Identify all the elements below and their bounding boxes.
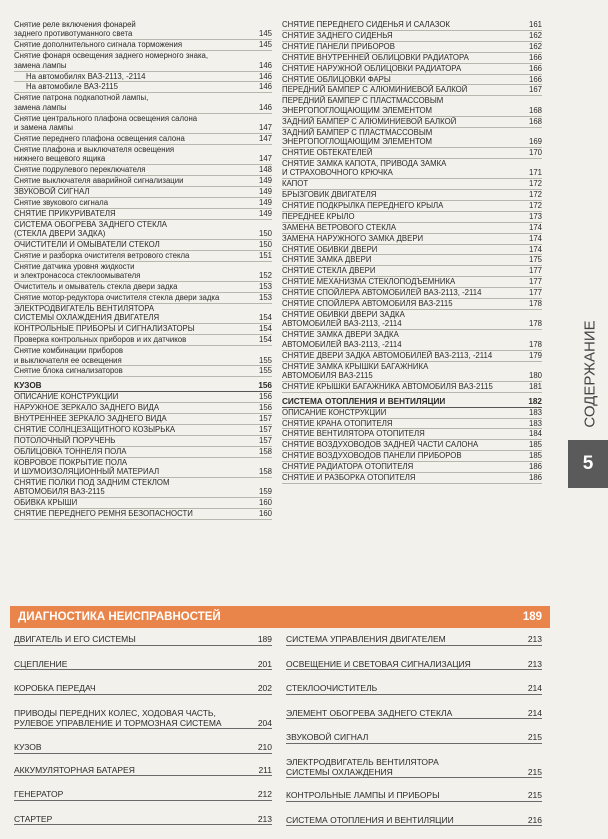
toc-entry-page: 167	[528, 85, 542, 95]
toc-entry-page: 215	[527, 790, 542, 800]
toc-entry-title: БРЫЗГОВИК ДВИГАТЕЛЯ	[282, 190, 377, 199]
toc-entry-page: 177	[528, 288, 542, 298]
toc-entry-page: 172	[528, 200, 542, 210]
toc-entry-title: СНЯТИЕ ВОЗДУХОВОДОВ ЗАДНЕЙ ЧАСТИ САЛОНА	[282, 440, 479, 450]
toc-entry	[282, 310, 542, 330]
toc-entry-title: Снятие плафона и выключателя освещения нижнего вещевого ящика	[14, 144, 175, 164]
toc-entry-page: 182	[528, 396, 542, 406]
toc-entry	[14, 498, 272, 509]
toc-entry-page: 214	[527, 707, 542, 718]
toc-entry-title: КОВРОВОЕ ПОКРЫТИЕ ПОЛА И ШУМОИЗОЛЯЦИОННЫЙ МАТЕРИАЛ	[14, 457, 160, 477]
toc-entry-page: 150	[258, 240, 272, 250]
toc-entry	[14, 240, 272, 251]
toc-entry-title: ОПИСАНИЕ КОНСТРУКЦИИ	[282, 407, 387, 417]
toc-entry	[14, 82, 272, 93]
toc-entry-title: КУЗОВ	[14, 381, 42, 391]
toc-entry	[282, 277, 542, 288]
toc-entry	[14, 425, 272, 436]
toc-entry-title: СНЯТИЕ ОБИВКИ ДВЕРИ	[282, 244, 378, 254]
toc-entry	[14, 134, 272, 145]
toc-entry-title: Снятие реле включения фонарей заднего противотуманного света	[14, 20, 136, 39]
toc-entry-page: 160	[258, 498, 272, 508]
toc-entry-title: СНЯТИЕ ПЕРЕДНЕГО СИДЕНЬЯ И САЛАЗОК	[282, 20, 450, 29]
toc-entry	[282, 159, 542, 179]
toc-entry-page: 211	[258, 764, 272, 775]
toc-entry-title: ЗАДНИЙ БАМПЕР С АЛЮМИНИЕВОЙ БАЛКОЙ	[282, 116, 457, 126]
toc-entry-page: 166	[528, 52, 542, 62]
toc-entry-page: 213	[527, 634, 542, 644]
toc-entry-page: 146	[258, 71, 272, 81]
toc-entry	[14, 789, 272, 801]
toc-entry	[282, 330, 542, 350]
toc-entry-page: 166	[528, 74, 542, 84]
toc-entry-page: 175	[528, 255, 542, 265]
toc-entry-title: Снятие подрулевого переключателя	[14, 165, 146, 175]
toc-entry-page: 149	[258, 187, 272, 196]
toc-entry-page: 153	[258, 293, 272, 303]
toc-entry-page: 174	[528, 233, 542, 243]
toc-entry-page: 161	[528, 20, 542, 29]
toc-entry	[282, 42, 542, 53]
toc-entry	[282, 255, 542, 266]
toc-entry	[282, 223, 542, 234]
toc-entry-title: ЭЛЕМЕНТ ОБОГРЕВА ЗАДНЕГО СТЕКЛА	[286, 707, 453, 718]
toc-entry-page: 202	[257, 683, 272, 693]
toc-entry-title: Снятие и разборка очистителя ветрового стекла	[14, 250, 190, 260]
toc-entry-title: Снятие звукового сигнала	[14, 197, 109, 207]
toc-entry	[14, 478, 272, 498]
toc-entry-page: 204	[257, 717, 272, 728]
toc-entry	[282, 288, 542, 299]
toc-entry	[14, 708, 272, 730]
toc-entry-title: ЗВУКОВОЙ СИГНАЛ	[14, 187, 90, 196]
toc-entry-page: 166	[528, 63, 542, 73]
toc-entry-title: СНЯТИЕ ЗАМКА ДВЕРИ ЗАДКА АВТОМОБИЛЕЙ ВАЗ-2113, -2114	[282, 330, 402, 349]
toc-entry-title: Очиститель и омыватель стекла двери задка	[14, 282, 178, 292]
toc-entry-title: СИСТЕМА ОТОПЛЕНИЯ И ВЕНТИЛЯЦИИ	[282, 396, 446, 406]
toc-entry-title: Снятие дополнительного сигнала торможения	[14, 40, 183, 50]
toc-entry-title: СИСТЕМА ОБОГРЕВА ЗАДНЕГО СТЕКЛА (СТЕКЛА ДВЕРИ ЗАДКА)	[14, 219, 168, 239]
toc-entry	[282, 408, 542, 419]
toc-entry-page: 201	[257, 658, 272, 669]
toc-entry	[14, 220, 272, 240]
toc-entry-page: 179	[528, 350, 542, 360]
toc-entry-title: Проверка контрольных приборов и их датчиков	[14, 335, 187, 345]
toc-entry	[14, 447, 272, 458]
diagnostics-title: ДИАГНОСТИКА НЕИСПРАВНОСТЕЙ	[18, 611, 221, 623]
toc-entry-title: КОРОБКА ПЕРЕДАЧ	[14, 683, 96, 693]
toc-entry-title: СНЯТИЕ ВЕНТИЛЯТОРА ОТОПИТЕЛЯ	[282, 429, 425, 439]
toc-entry-title: ОЧИСТИТЕЛИ И ОМЫВАТЕЛИ СТЕКОЛ	[14, 240, 160, 250]
toc-entry	[14, 304, 272, 324]
toc-entry	[282, 234, 542, 245]
toc-entry	[282, 351, 542, 362]
toc-entry-title: Снятие центрального плафона освещения салона и замена лампы	[14, 113, 198, 133]
toc-entry-page: 180	[528, 370, 542, 380]
toc-entry-page: 157	[258, 435, 272, 445]
toc-entry-title: ПЕРЕДНЕЕ КРЫЛО	[282, 211, 355, 221]
toc-entry-page: 146	[258, 60, 272, 70]
toc-entry	[282, 299, 542, 310]
toc-entry	[14, 293, 272, 304]
toc-entry-title: КОНТРОЛЬНЫЕ ПРИБОРЫ И СИГНАЛИЗАТОРЫ	[14, 324, 195, 334]
toc-entry-page: 181	[528, 381, 542, 391]
toc-entry-page: 146	[258, 82, 272, 92]
toc-entry-title: Снятие датчика уровня жидкости и электронасоса стеклоомывателя	[14, 261, 141, 281]
toc-entry	[14, 683, 272, 695]
toc-entry-title: СТЕКЛООЧИСТИТЕЛЬ	[286, 683, 378, 693]
toc-entry	[282, 190, 542, 201]
toc-entry-page: 150	[258, 229, 272, 239]
toc-left-column	[14, 20, 272, 520]
toc-entry-page: 159	[258, 487, 272, 497]
toc-entry	[14, 198, 272, 209]
toc-entry-title: ПРИВОДЫ ПЕРЕДНИХ КОЛЕС, ХОДОВАЯ ЧАСТЬ, РУЛЕВОЕ УПРАВЛЕНИЕ И ТОРМОЗНАЯ СИСТЕМА	[14, 707, 222, 728]
toc-entry-title: Снятие фонаря освещения заднего номерного знака, замена лампы	[14, 51, 209, 70]
toc-entry-title: ЗАМЕНА ВЕТРОВОГО СТЕКЛА	[282, 222, 397, 232]
toc-entry	[14, 51, 272, 71]
toc-entry	[282, 419, 542, 430]
toc-entry-title: ДВИГАТЕЛЬ И ЕГО СИСТЕМЫ	[14, 634, 136, 644]
toc-entry	[282, 53, 542, 64]
toc-entry	[286, 757, 542, 779]
toc-entry-page: 186	[528, 462, 542, 472]
toc-entry-title: ЭЛЕКТРОДВИГАТЕЛЬ ВЕНТИЛЯТОРА СИСТЕМЫ ОХЛАЖДЕНИЯ ДВИГАТЕЛЯ	[14, 303, 160, 323]
toc-entry-title: СНЯТИЕ ЗАДНЕГО СИДЕНЬЯ	[282, 30, 393, 40]
toc-entry	[14, 403, 272, 414]
toc-entry	[282, 212, 542, 223]
toc-entry	[14, 114, 272, 134]
toc-entry	[14, 392, 272, 403]
toc-entry-page: 154	[258, 324, 272, 334]
toc-entry-page: 149	[258, 197, 272, 207]
toc-entry	[282, 362, 542, 382]
toc-entry-title: СНЯТИЕ КРАНА ОТОПИТЕЛЯ	[282, 418, 393, 428]
toc-entry-title: СИСТЕМА УПРАВЛЕНИЯ ДВИГАТЕЛЕМ	[286, 634, 446, 644]
toc-entry-page: 157	[258, 414, 272, 424]
toc-entry-page: 154	[258, 335, 272, 345]
toc-entry	[286, 634, 542, 646]
diagnostics-left-column	[14, 634, 272, 838]
toc-entry	[14, 20, 272, 40]
toc-entry-title: СНЯТИЕ ПРИКУРИВАТЕЛЯ	[14, 208, 116, 218]
toc-entry-title: ПЕРЕДНИЙ БАМПЕР С ПЛАСТМАССОВЫМ ЭНЕРГОПОГЛОЩАЮЩИМ ЭЛЕМЕНТОМ	[282, 96, 444, 115]
toc-entry	[14, 377, 272, 392]
toc-entry	[282, 451, 542, 462]
toc-entry-page: 178	[528, 319, 542, 329]
toc-entry-page: 177	[528, 266, 542, 276]
toc-entry-page: 168	[528, 105, 542, 115]
toc-entry-title: АККУМУЛЯТОРНАЯ БАТАРЕЯ	[14, 764, 135, 775]
toc-entry	[282, 201, 542, 212]
toc-entry-page: 213	[257, 813, 272, 824]
toc-entry	[286, 790, 542, 802]
toc-entry-page: 145	[258, 40, 272, 50]
toc-entry-title: СНЯТИЕ ПАНЕЛИ ПРИБОРОВ	[282, 41, 395, 51]
toc-entry-page: 172	[528, 190, 542, 199]
toc-entry-title: На автомобилях ВАЗ-2113, -2114	[26, 71, 146, 81]
toc-entry-title: СНЯТИЕ ОБТЕКАТЕЛЕЙ	[282, 147, 373, 157]
toc-entry-title: СНЯТИЕ ЗАМКА КАПОТА, ПРИВОДА ЗАМКА И СТРАХОВОЧНОГО КРЮЧКА	[282, 158, 447, 178]
toc-entry-title: ЗВУКОВОЙ СИГНАЛ	[286, 732, 369, 742]
toc-entry	[14, 366, 272, 377]
sidebar-label: СОДЕРЖАНИЕ	[581, 320, 599, 428]
toc-entry	[14, 414, 272, 425]
sidebar	[556, 0, 608, 830]
toc-entry-page: 147	[258, 133, 272, 143]
toc-entry-title: КОНТРОЛЬНЫЕ ЛАМПЫ И ПРИБОРЫ	[286, 790, 440, 800]
toc-entry-title: ЗАДНИЙ БАМПЕР С ПЛАСТМАССОВЫМ ЭНЕРГОПОГЛОЩАЮЩИМ ЭЛЕМЕНТОМ	[282, 127, 433, 146]
toc-entry	[14, 634, 272, 646]
diagnostics-right-column	[286, 634, 542, 839]
toc-entry	[14, 324, 272, 335]
toc-entry-page: 152	[258, 271, 272, 281]
toc-entry-page: 149	[258, 176, 272, 186]
toc-entry-title: СНЯТИЕ ДВЕРИ ЗАДКА АВТОМОБИЛЕЙ ВАЗ-2113, -2114	[282, 350, 493, 360]
toc-entry-page: 185	[528, 440, 542, 450]
toc-entry	[14, 742, 272, 754]
toc-entry	[282, 96, 542, 116]
toc-entry-title: СНЯТИЕ КРЫШКИ БАГАЖНИКА АВТОМОБИЛЯ ВАЗ-2115	[282, 381, 493, 391]
toc-entry-title: СТАРТЕР	[14, 813, 53, 824]
toc-entry	[282, 266, 542, 277]
toc-entry-title: ОСВЕЩЕНИЕ И СВЕТОВАЯ СИГНАЛИЗАЦИЯ	[286, 658, 471, 669]
toc-entry	[282, 20, 542, 31]
toc-entry-page: 214	[527, 683, 542, 693]
page-number-tab: 5	[568, 440, 608, 488]
toc-entry-title: ПОТОЛОЧНЫЙ ПОРУЧЕНЬ	[14, 435, 116, 445]
toc-entry-title: СНЯТИЕ СТЕКЛА ДВЕРИ	[282, 266, 376, 276]
toc-entry-title: Снятие выключателя аварийной сигнализации	[14, 176, 184, 186]
toc-entry-page: 168	[528, 116, 542, 126]
toc-entry-title: СНЯТИЕ И РАЗБОРКА ОТОПИТЕЛЯ	[282, 473, 416, 483]
toc-entry-title: На автомобиле ВАЗ-2115	[26, 82, 118, 92]
toc-entry	[14, 814, 272, 826]
toc-entry	[282, 473, 542, 484]
toc-entry-title: КАПОТ	[282, 179, 309, 189]
toc-entry	[282, 117, 542, 128]
toc-entry-page: 149	[258, 208, 272, 218]
toc-entry-page: 213	[527, 658, 542, 669]
toc-right-column	[282, 20, 542, 484]
toc-entry-title: СНЯТИЕ СПОЙЛЕРА АВТОМОБИЛЕЙ ВАЗ-2113, -2114	[282, 288, 482, 298]
toc-entry	[14, 209, 272, 220]
toc-entry	[14, 93, 272, 113]
toc-entry-page: 148	[258, 165, 272, 175]
toc-entry-page: 215	[527, 766, 542, 777]
toc-entry	[286, 732, 542, 744]
toc-entry-page: 146	[258, 102, 272, 112]
toc-entry-title: Снятие патрона подкапотной лампы, замена лампы	[14, 93, 149, 112]
toc-entry-page: 155	[258, 355, 272, 365]
toc-entry-title: СЦЕПЛЕНИЕ	[14, 658, 68, 669]
toc-entry	[14, 436, 272, 447]
toc-entry	[14, 262, 272, 282]
toc-entry-title: СНЯТИЕ ЗАМКА КРЫШКИ БАГАЖНИКА АВТОМОБИЛЯ ВАЗ-2115	[282, 361, 429, 380]
toc-entry-page: 151	[258, 250, 272, 260]
toc-entry-title: Снятие блока сигнализаторов	[14, 366, 123, 376]
diagnostics-banner	[10, 606, 550, 628]
toc-entry-page: 174	[528, 222, 542, 232]
toc-entry-page: 147	[258, 154, 272, 164]
toc-entry	[282, 75, 542, 86]
toc-entry-page: 183	[528, 407, 542, 417]
toc-entry-page: 162	[528, 30, 542, 40]
toc-entry-title: СНЯТИЕ МЕХАНИЗМА СТЕКЛОПОДЪЕМНИКА	[282, 277, 456, 287]
toc-entry	[14, 346, 272, 366]
toc-entry-page: 147	[258, 123, 272, 133]
toc-entry	[282, 148, 542, 159]
toc-entry-page: 154	[258, 313, 272, 323]
toc-entry-title: НАРУЖНОЕ ЗЕРКАЛО ЗАДНЕГО ВИДА	[14, 403, 160, 413]
toc-entry-title: Снятие мотор-редуктора очистителя стекла двери задка	[14, 293, 220, 303]
toc-entry-page: 183	[528, 418, 542, 428]
toc-entry-title: Снятие переднего плафона освещения салона	[14, 133, 185, 143]
toc-entry-title: СНЯТИЕ СОЛНЦЕЗАЩИТНОГО КОЗЫРЬКА	[14, 424, 176, 434]
toc-entry	[14, 509, 272, 520]
toc-entry	[14, 765, 272, 777]
toc-entry-title: ВНУТРЕННЕЕ ЗЕРКАЛО ЗАДНЕГО ВИДА	[14, 414, 167, 424]
toc-entry-title: ГЕНЕРАТОР	[14, 789, 64, 799]
toc-entry-page: 189	[257, 634, 272, 644]
toc-entry	[14, 251, 272, 262]
toc-entry	[14, 40, 272, 51]
toc-entry-title: КУЗОВ	[14, 742, 42, 752]
diagnostics-page: 189	[522, 611, 542, 623]
toc-entry	[282, 64, 542, 75]
toc-entry-page: 158	[258, 467, 272, 477]
toc-entry	[286, 683, 542, 695]
toc-entry	[282, 382, 542, 393]
toc-entry-title: ОБЛИЦОВКА ТОННЕЛЯ ПОЛА	[14, 446, 127, 456]
toc-entry-page: 156	[258, 392, 272, 402]
toc-entry-page: 153	[258, 282, 272, 292]
toc-entry	[282, 462, 542, 473]
toc-entry-title: ЗАМЕНА НАРУЖНОГО ЗАМКА ДВЕРИ	[282, 233, 424, 243]
toc-entry-title: СНЯТИЕ ОБЛИЦОВКИ ФАРЫ	[282, 74, 391, 84]
toc-entry	[286, 815, 542, 827]
toc-entry-page: 178	[528, 299, 542, 309]
toc-entry	[282, 393, 542, 408]
toc-entry-page: 156	[258, 381, 272, 391]
toc-entry-page: 186	[528, 473, 542, 483]
toc-entry-page: 169	[528, 136, 542, 146]
toc-entry	[14, 187, 272, 198]
toc-entry-page: 210	[257, 742, 272, 752]
toc-entry-title: СНЯТИЕ РАДИАТОРА ОТОПИТЕЛЯ	[282, 462, 414, 472]
toc-entry-page: 155	[258, 366, 272, 376]
toc-entry-page: 172	[528, 179, 542, 189]
toc-entry-title: ЭЛЕКТРОДВИГАТЕЛЬ ВЕНТИЛЯТОРА СИСТЕМЫ ОХЛАЖДЕНИЯ	[286, 756, 439, 777]
toc-entry-title: СНЯТИЕ ВНУТРЕННЕЙ ОБЛИЦОВКИ РАДИАТОРА	[282, 52, 469, 62]
toc-entry-page: 160	[258, 509, 272, 519]
toc-entry-page: 162	[528, 41, 542, 51]
toc-entry-title: СНЯТИЕ ЗАМКА ДВЕРИ	[282, 255, 372, 265]
toc-entry-title: ОБИВКА КРЫШИ	[14, 498, 78, 508]
toc-entry-page: 212	[257, 789, 272, 799]
toc-entry-title: СНЯТИЕ ПОЛКИ ПОД ЗАДНИМ СТЕКЛОМ АВТОМОБИЛЯ ВАЗ-2115	[14, 477, 170, 497]
toc-entry-title: СНЯТИЕ ПЕРЕДНЕГО РЕМНЯ БЕЗОПАСНОСТИ	[14, 509, 193, 519]
toc-entry-title: СИСТЕМА ОТОПЛЕНИЯ И ВЕНТИЛЯЦИИ	[286, 814, 454, 825]
toc-entry-page: 171	[528, 168, 542, 178]
toc-entry	[282, 429, 542, 440]
toc-entry-title: СНЯТИЕ НАРУЖНОЙ ОБЛИЦОВКИ РАДИАТОРА	[282, 63, 462, 73]
toc-entry-page: 145	[258, 29, 272, 39]
toc-entry-page: 177	[528, 277, 542, 287]
toc-entry	[282, 85, 542, 96]
toc-entry	[14, 72, 272, 83]
toc-entry-title: ОПИСАНИЕ КОНСТРУКЦИИ	[14, 392, 119, 402]
toc-entry	[282, 245, 542, 256]
toc-entry	[282, 31, 542, 42]
toc-entry-title: СНЯТИЕ ВОЗДУХОВОДОВ ПАНЕЛИ ПРИБОРОВ	[282, 451, 462, 461]
toc-entry	[14, 659, 272, 671]
toc-entry-page: 156	[258, 403, 272, 413]
toc-entry-title: СНЯТИЕ ПОДКРЫЛКА ПЕРЕДНЕГО КРЫЛА	[282, 200, 444, 210]
toc-entry-page: 185	[528, 451, 542, 461]
toc-entry-title: Снятие комбинации приборов и выключателя ее освещения	[14, 346, 124, 365]
toc-entry	[282, 128, 542, 148]
toc-entry	[14, 335, 272, 346]
toc-entry-title: ПЕРЕДНИЙ БАМПЕР С АЛЮМИНИЕВОЙ БАЛКОЙ	[282, 85, 468, 95]
toc-entry-page: 178	[528, 339, 542, 349]
toc-entry-page: 157	[258, 424, 272, 434]
toc-entry-title: СНЯТИЕ ОБИВКИ ДВЕРИ ЗАДКА АВТОМОБИЛЕЙ ВАЗ-2113, -2114	[282, 309, 405, 329]
toc-entry-page: 215	[527, 732, 542, 742]
toc-entry-title: СНЯТИЕ СПОЙЛЕРА АВТОМОБИЛЯ ВАЗ-2115	[282, 299, 453, 309]
toc-entry-page: 170	[528, 147, 542, 157]
toc-entry	[286, 659, 542, 671]
toc-entry-page: 174	[528, 244, 542, 254]
toc-entry-page: 216	[527, 814, 542, 825]
toc-entry-page: 184	[528, 429, 542, 439]
toc-entry	[14, 145, 272, 165]
toc-entry	[282, 179, 542, 190]
toc-entry	[282, 440, 542, 451]
toc-entry	[286, 708, 542, 720]
toc-entry	[14, 282, 272, 293]
toc-entry	[14, 165, 272, 176]
toc-entry-page: 173	[528, 211, 542, 221]
toc-entry	[14, 176, 272, 187]
toc-entry	[14, 458, 272, 478]
toc-entry-page: 158	[258, 446, 272, 456]
